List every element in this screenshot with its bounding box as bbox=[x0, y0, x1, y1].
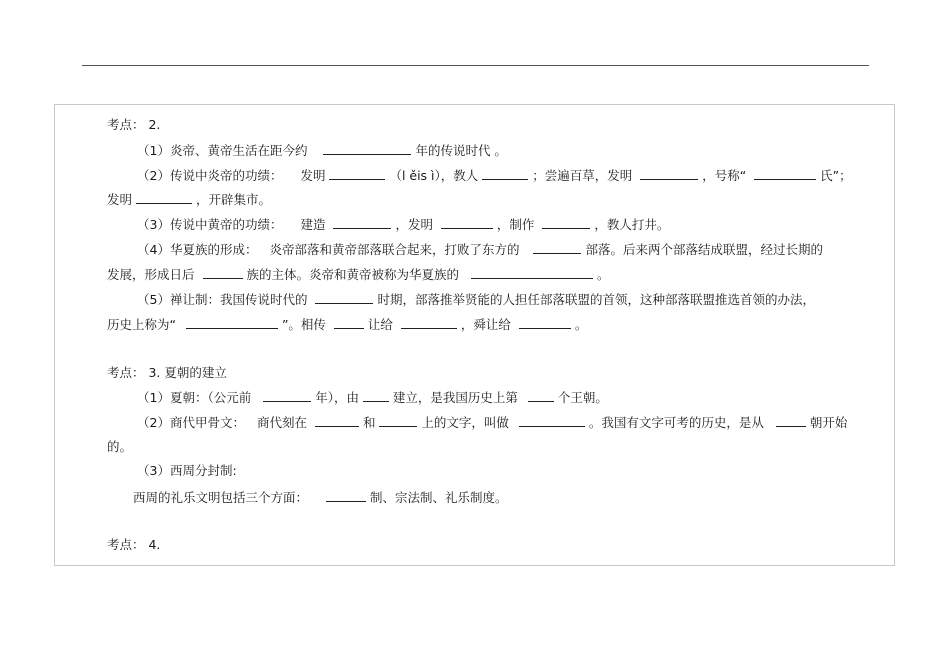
item-text: 让给 bbox=[367, 317, 393, 332]
fill-blank[interactable] bbox=[528, 389, 554, 402]
fill-blank[interactable] bbox=[471, 266, 593, 279]
item-text: 炎帝部落和黄帝部落联合起来，打败了东方的 bbox=[269, 242, 520, 257]
item-text: ，号称“ bbox=[702, 168, 747, 183]
item-text: 发展，形成日后 bbox=[107, 267, 195, 282]
item-2-3 bbox=[137, 216, 669, 233]
item-3-2-cont: 的。 bbox=[107, 439, 133, 454]
fill-blank[interactable] bbox=[533, 241, 581, 254]
fill-blank[interactable] bbox=[482, 167, 528, 180]
section-heading-2: 考点： 2. bbox=[107, 117, 161, 132]
item-text: 建造 bbox=[300, 217, 326, 232]
fill-blank[interactable] bbox=[519, 414, 585, 427]
fill-blank[interactable] bbox=[379, 414, 417, 427]
item-text: 。 bbox=[596, 267, 610, 282]
fill-blank[interactable] bbox=[401, 316, 457, 329]
item-3-1 bbox=[137, 389, 608, 406]
item-text: 商代刻在 bbox=[256, 415, 307, 430]
item-text: ，制作 bbox=[496, 217, 535, 232]
fill-blank[interactable] bbox=[754, 167, 816, 180]
item-text: 朝开始 bbox=[809, 415, 848, 430]
header-rule bbox=[82, 65, 869, 66]
fill-blank[interactable] bbox=[542, 216, 590, 229]
section-heading-4: 考点： 4. bbox=[107, 537, 161, 552]
item-2-2 bbox=[137, 167, 852, 184]
item-text: 发明 bbox=[300, 168, 326, 183]
item-3-2 bbox=[137, 414, 847, 431]
fill-blank[interactable] bbox=[640, 167, 698, 180]
item-text: ，发明 bbox=[395, 217, 433, 232]
item-text: ，开辟集市。 bbox=[195, 192, 271, 207]
fill-blank[interactable] bbox=[334, 316, 364, 329]
item-text: 。我国有文字可考的历史，是从 bbox=[588, 415, 764, 430]
item-text: 年），由 bbox=[315, 390, 359, 405]
item-text: ，舜让给 bbox=[460, 317, 511, 332]
item-text: 时期，部落推举贤能的人担任部落联盟的首领，这种部落联盟推选首领的办法， bbox=[377, 292, 815, 307]
item-3-3-text bbox=[133, 489, 508, 506]
item-2-1 bbox=[137, 142, 507, 159]
item-2-2-cont bbox=[107, 191, 271, 208]
item-text: 上的文字，叫做 bbox=[421, 415, 509, 430]
fill-blank[interactable] bbox=[333, 216, 391, 229]
item-2-5-cont bbox=[107, 316, 587, 333]
item-text: 族的主体。炎帝和黄帝被称为华夏族的 bbox=[246, 267, 459, 282]
item-text: （1）炎帝、黄帝生活在距今约 bbox=[137, 143, 308, 158]
item-text: ；尝遍百草，发明 bbox=[532, 168, 633, 183]
fill-blank[interactable] bbox=[441, 216, 493, 229]
fill-blank[interactable] bbox=[326, 489, 366, 502]
item-text: （4）华夏族的形成： bbox=[137, 242, 258, 257]
fill-blank[interactable] bbox=[315, 291, 373, 304]
item-text: 发明 bbox=[107, 192, 133, 207]
item-2-4 bbox=[137, 241, 823, 258]
fill-blank[interactable] bbox=[323, 142, 411, 155]
item-text: 建立，是我国历史上第 bbox=[392, 390, 518, 405]
item-text: 氏”； bbox=[820, 168, 852, 183]
fill-blank[interactable] bbox=[186, 316, 278, 329]
item-text: 历史上称为“ bbox=[107, 317, 176, 332]
item-text: 。 bbox=[574, 317, 588, 332]
fill-blank[interactable] bbox=[136, 191, 192, 204]
item-text: ，教人打井。 bbox=[594, 217, 670, 232]
item-text: ”。相传 bbox=[281, 317, 326, 332]
item-text: 部落。后来两个部落结成联盟，经过长期的 bbox=[585, 242, 823, 257]
fill-blank[interactable] bbox=[329, 167, 385, 180]
item-text: （3）传说中黄帝的功绩： bbox=[137, 217, 283, 232]
item-3-3: （3）西周分封制: bbox=[137, 463, 237, 478]
item-text: 年的传说时代 。 bbox=[415, 143, 507, 158]
fill-blank[interactable] bbox=[519, 316, 571, 329]
item-text: 个王朝。 bbox=[557, 390, 608, 405]
item-text: （2）传说中炎帝的功绩： bbox=[137, 168, 283, 183]
item-text: 西周的礼乐文明包括三个方面： bbox=[133, 490, 309, 505]
item-text: （l ěis ì），教人 bbox=[389, 168, 479, 183]
fill-blank[interactable] bbox=[776, 414, 806, 427]
fill-blank[interactable] bbox=[203, 266, 243, 279]
item-text: （5）禅让制：我国传说时代的 bbox=[137, 292, 308, 307]
item-2-4-cont bbox=[107, 266, 609, 283]
fill-blank[interactable] bbox=[263, 389, 311, 402]
item-2-5 bbox=[137, 291, 815, 308]
item-text: （1）夏朝：（公元前 bbox=[137, 390, 252, 405]
fill-blank[interactable] bbox=[315, 414, 359, 427]
item-text: 制、宗法制、礼乐制度。 bbox=[369, 490, 508, 505]
item-text: 和 bbox=[362, 415, 376, 430]
section-heading-3: 考点： 3. 夏朝的建立 bbox=[107, 365, 227, 380]
item-text: （2）商代甲骨文： bbox=[137, 415, 245, 430]
fill-blank[interactable] bbox=[363, 389, 389, 402]
